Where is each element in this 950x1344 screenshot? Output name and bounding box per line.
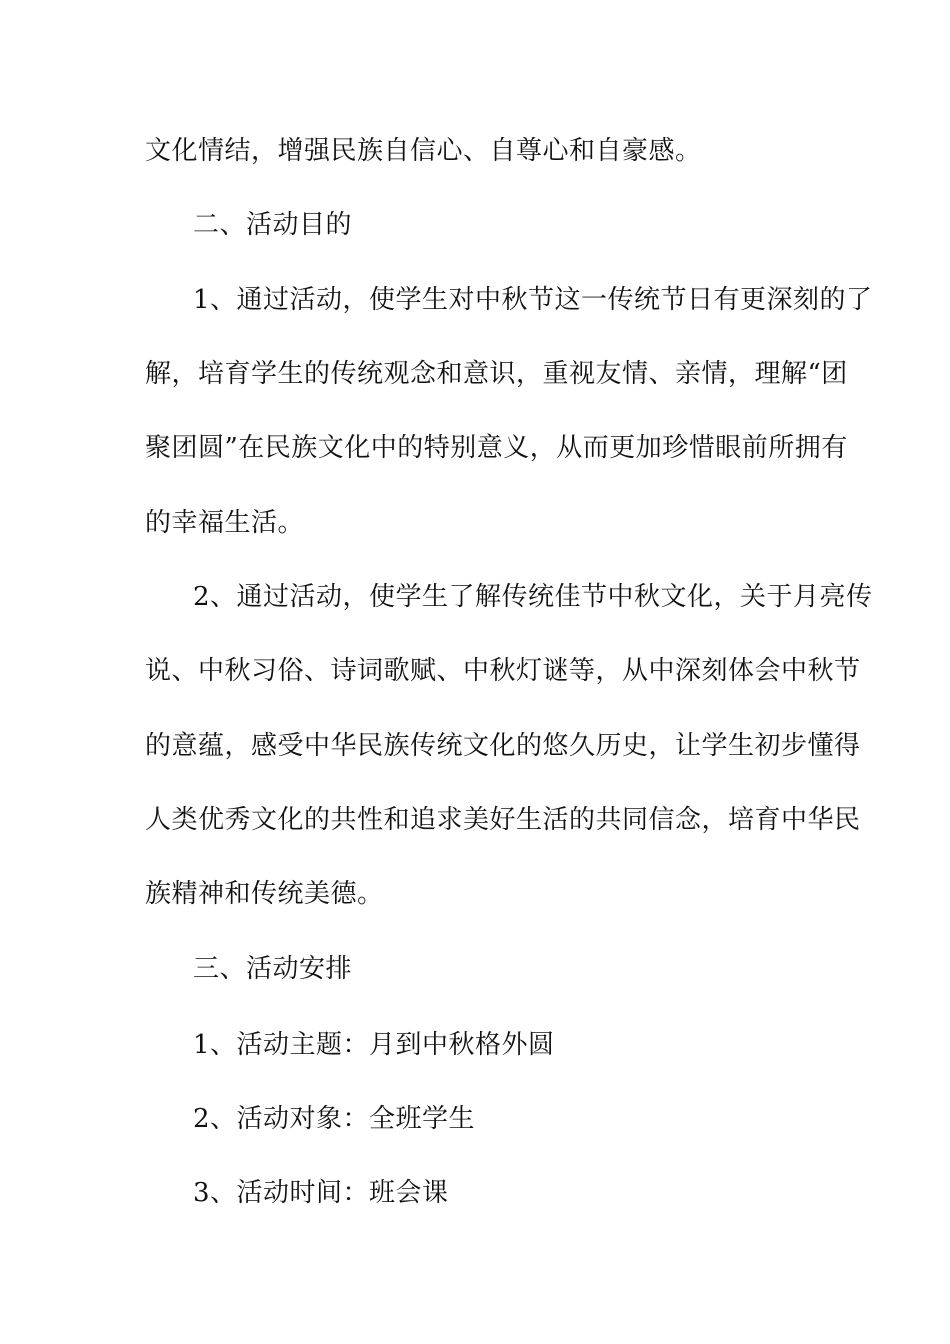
- arrangement-item-audience: 2、活动对象：全班学生: [193, 1104, 476, 1134]
- purpose-item-1-line-4: 的幸福生活。: [145, 508, 305, 538]
- paragraph-continuation: 文化情结，增强民族自信心、自尊心和自豪感。: [145, 136, 702, 166]
- purpose-item-2-line-4: 人类优秀文化的共性和追求美好生活的共同信念，培育中华民: [145, 805, 861, 835]
- section-heading-purpose: 二、活动目的: [193, 210, 353, 240]
- purpose-item-2-line-1: 2、通过活动，使学生了解传统佳节中秋文化，关于月亮传: [193, 582, 873, 612]
- section-heading-arrangement: 三、活动安排: [193, 954, 353, 984]
- purpose-item-1-line-2: 解，培育学生的传统观念和意识，重视友情、亲情，理解“团: [145, 359, 848, 389]
- purpose-item-2-line-3: 的意蕴，感受中华民族传统文化的悠久历史，让学生初步懂得: [145, 731, 861, 761]
- arrangement-item-theme: 1、活动主题：月到中秋格外圆: [193, 1030, 555, 1060]
- purpose-item-2-line-2: 说、中秋习俗、诗词歌赋、中秋灯谜等，从中深刻体会中秋节: [145, 656, 861, 686]
- purpose-item-2-line-5: 族精神和传统美德。: [145, 879, 384, 909]
- purpose-item-1-line-3: 聚团圆”在民族文化中的特别意义，从而更加珍惜眼前所拥有: [145, 433, 848, 463]
- purpose-item-1-line-1: 1、通过活动，使学生对中秋节这一传统节日有更深刻的了: [193, 285, 873, 315]
- arrangement-item-time: 3、活动时间：班会课: [193, 1178, 449, 1208]
